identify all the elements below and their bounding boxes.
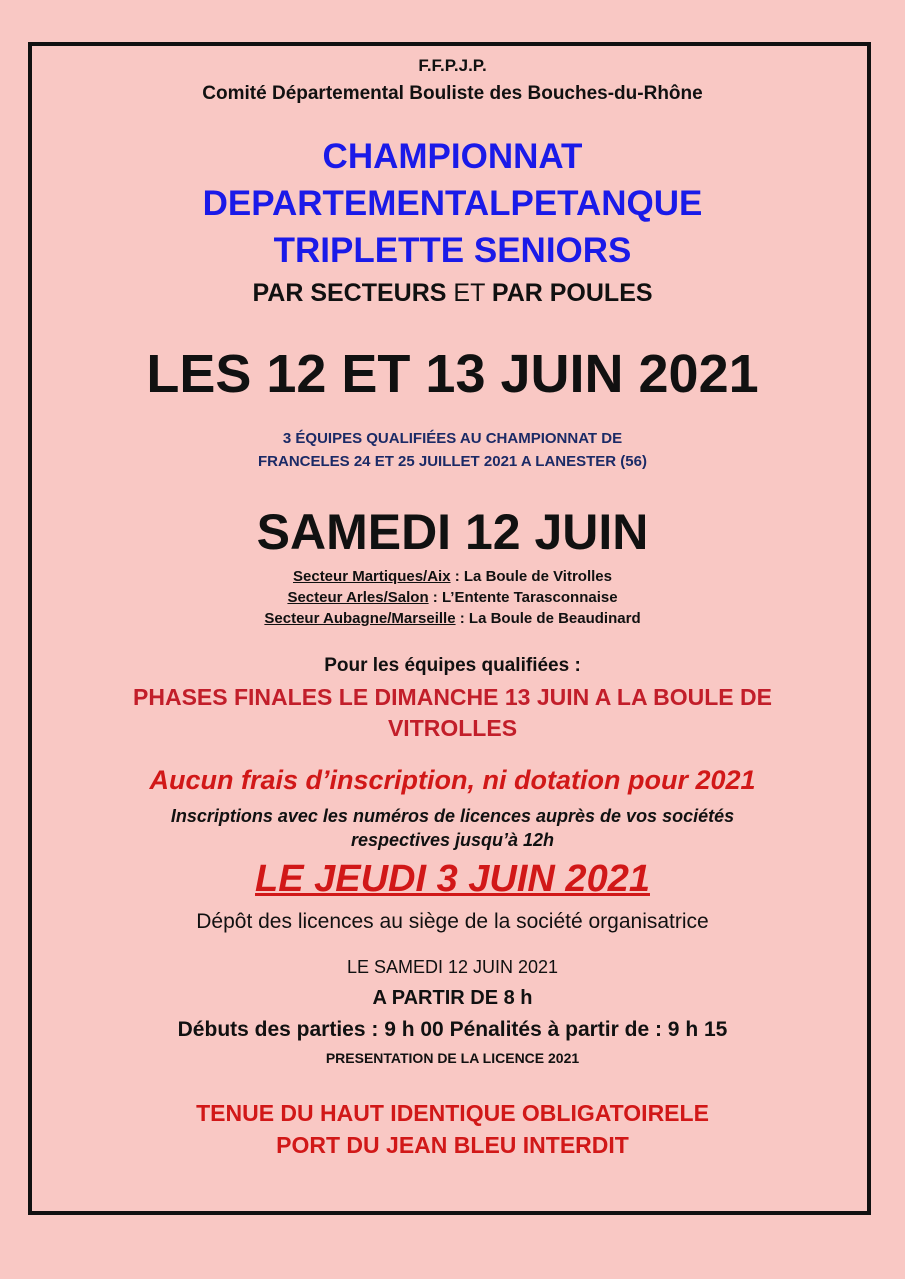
registration-deadline: LE JEUDI 3 JUIN 2021: [255, 858, 650, 900]
qualif-line-1: 3 ÉQUIPES QUALIFIÉES AU CHAMPIONNAT DE: [282, 430, 623, 447]
qualif-line-2: FRANCELES 24 ET 25 JUILLET 2021 A LANESTER (56): [258, 453, 647, 470]
sector-label: Secteur Arles/Salon: [287, 589, 429, 606]
title-line-3: TRIPLETTE SENIORS: [273, 231, 632, 270]
schedule-date: LE SAMEDI 12 JUIN 2021: [346, 957, 559, 977]
sector-row: [0, 568, 905, 585]
registration-line-2: respectives jusqu’à 12h: [350, 830, 555, 850]
licence-presentation: PRESENTATION DE LA LICENCE 2021: [325, 1050, 580, 1066]
subtitle-part-pools: PAR POULES: [491, 279, 653, 307]
sector-venue: : La Boule de Beaudinard: [455, 610, 641, 627]
subtitle-part-and: ET: [453, 279, 485, 307]
subtitle-part-sectors: PAR SECTEURS: [252, 279, 447, 307]
schedule-from: A PARTIR DE 8 h: [372, 987, 533, 1009]
event-dates: LES 12 ET 13 JUIN 2021: [146, 344, 759, 404]
sector-label: Secteur Aubagne/Marseille: [264, 610, 456, 627]
registration-line-1: Inscriptions avec les numéros de licences auprès de vos sociétés: [170, 806, 735, 826]
day-one-heading: SAMEDI 12 JUIN: [256, 504, 649, 560]
schedule-start: Débuts des parties : 9 h 00 Pénalités à partir de : 9 h 15: [177, 1018, 728, 1041]
subtitle: [0, 279, 905, 308]
finals-line-1: PHASES FINALES LE DIMANCHE 13 JUIN A LA BOULE DE: [133, 684, 772, 710]
sector-venue: : L’Entente Tarasconnaise: [428, 589, 618, 606]
sector-label: Secteur Martiques/Aix: [293, 568, 451, 585]
title-line-1: CHAMPIONNAT: [322, 137, 583, 176]
dress-code-line-2: PORT DU JEAN BLEU INTERDIT: [276, 1132, 629, 1158]
finals-intro: Pour les équipes qualifiées :: [324, 655, 581, 676]
committee-name: Comité Départemental Bouliste des Bouches-du-Rhône: [202, 83, 703, 104]
sector-venue: : La Boule de Vitrolles: [450, 568, 612, 585]
finals-line-2: VITROLLES: [387, 715, 518, 741]
licence-deposit: Dépôt des licences au siège de la société organisatrice: [196, 910, 709, 933]
dress-code-line-1: TENUE DU HAUT IDENTIQUE OBLIGATOIRELE: [196, 1100, 709, 1126]
sector-row: [0, 589, 905, 606]
title-line-2: DEPARTEMENTALPETANQUE: [202, 184, 703, 223]
fees-notice: Aucun frais d’inscription, ni dotation pour 2021: [149, 765, 756, 795]
sector-row: [0, 610, 905, 627]
org-name: F.F.P.J.P.: [418, 56, 487, 75]
